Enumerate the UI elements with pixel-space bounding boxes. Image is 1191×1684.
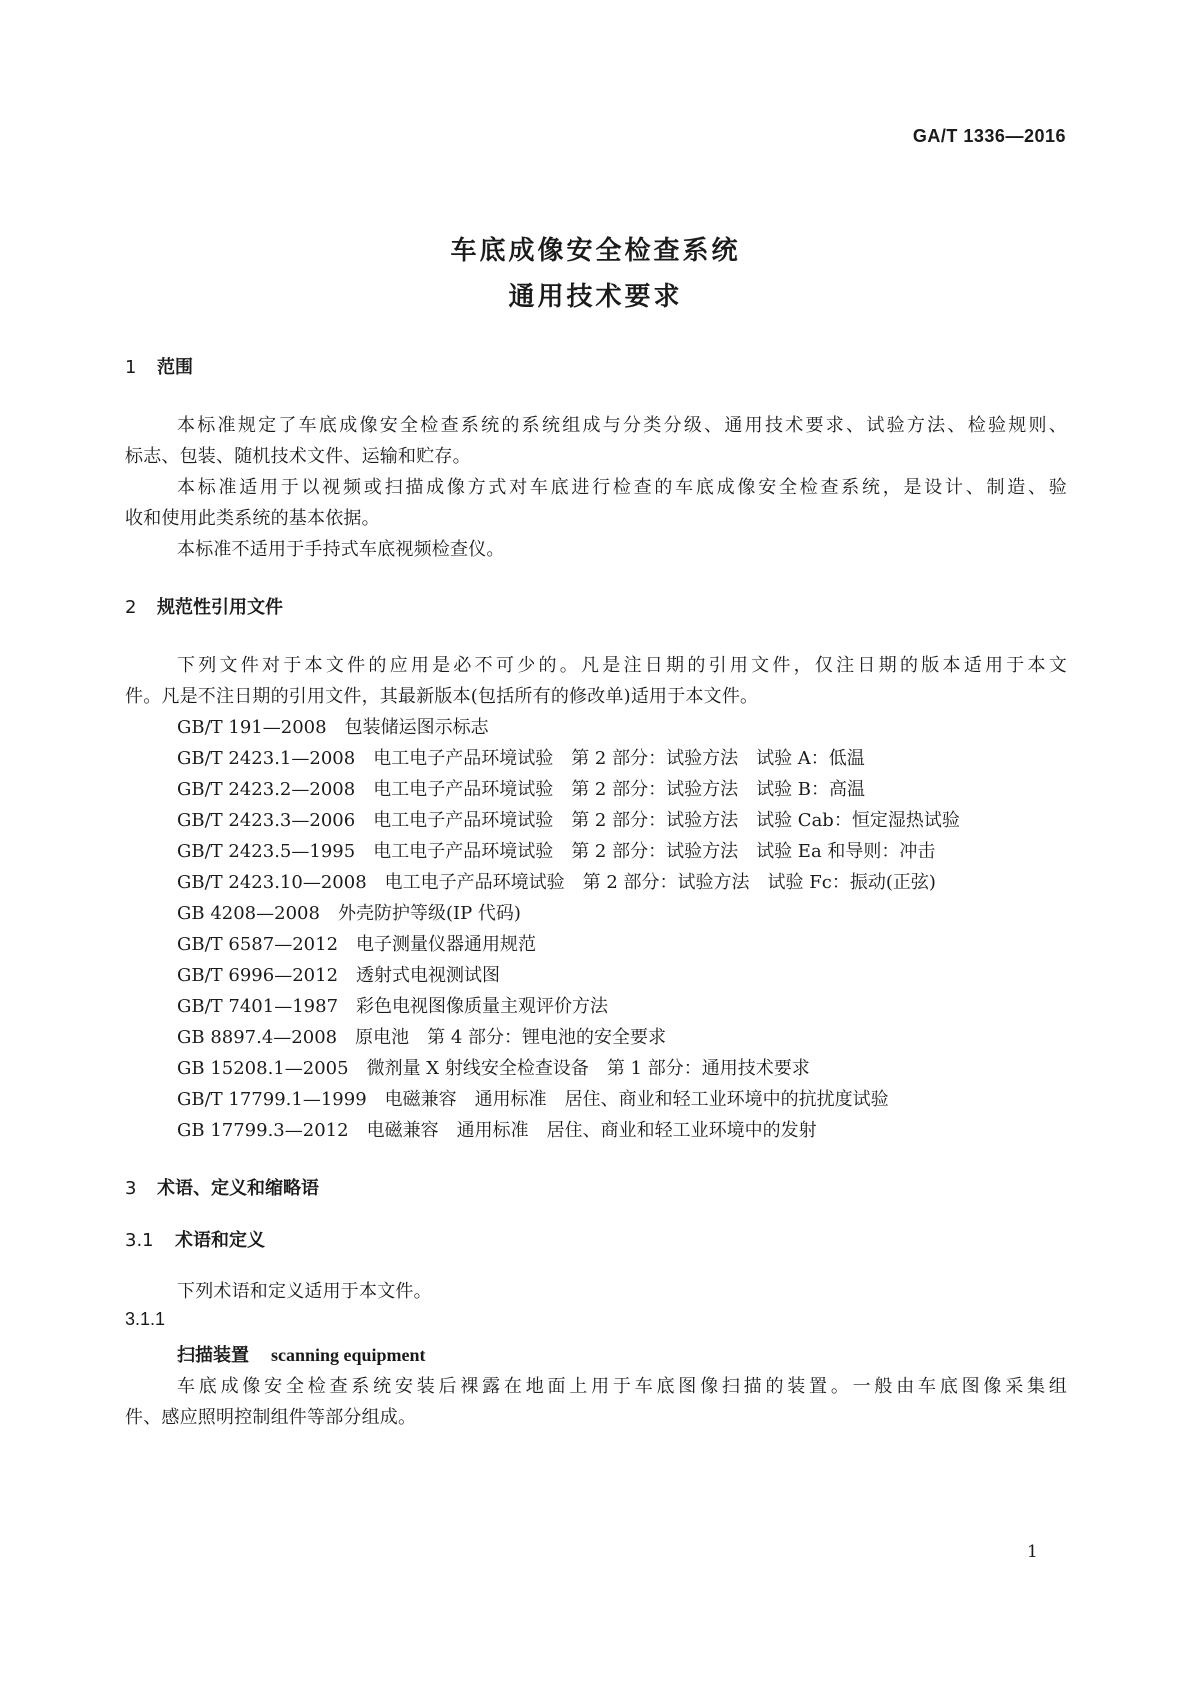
standard-code: GA/T 1336—2016 — [912, 126, 1066, 146]
reference-item: GB 17799.3—2012 电磁兼容 通用标准 居住、商业和轻工业环境中的发射 — [177, 1120, 817, 1141]
section-3-1-heading — [125, 1226, 265, 1252]
term-definition-line-2: 件、感应照明控制组件等部分组成。 — [125, 1407, 417, 1428]
section-title: 规范性引用文件 — [157, 597, 283, 618]
section-title: 术语、定义和缩略语 — [157, 1178, 319, 1199]
scope-paragraph-3: 本标准不适用于手持式车底视频检查仪。 — [177, 539, 505, 560]
section-number: 2 — [125, 597, 137, 618]
subsection-number: 3.1 — [125, 1230, 154, 1251]
subsection-title: 术语和定义 — [175, 1230, 265, 1251]
section-title: 范围 — [157, 357, 193, 378]
section-number: 3 — [125, 1178, 137, 1199]
reference-item: GB/T 17799.1—1999 电磁兼容 通用标准 居住、商业和轻工业环境中的抗扰度试验 — [177, 1089, 889, 1110]
reference-item: GB/T 2423.10—2008 电工电子产品环境试验 第 2 部分：试验方法 试验 Fc：振动(正弦) — [177, 872, 936, 893]
term-chinese: 扫描装置 — [177, 1345, 249, 1366]
document-title-line2: 通用技术要求 — [508, 282, 683, 312]
references-intro-line-2: 件。凡是不注日期的引用文件，其最新版本(包括所有的修改单)适用于本文件。 — [125, 686, 759, 707]
section-3-heading — [125, 1174, 319, 1200]
reference-item: GB 15208.1—2005 微剂量 X 射线安全检查设备 第 1 部分：通用技术要求 — [177, 1058, 810, 1079]
reference-item: GB/T 6996—2012 透射式电视测试图 — [177, 965, 501, 986]
reference-item: GB/T 2423.5—1995 电工电子产品环境试验 第 2 部分：试验方法 试验 Ea 和导则：冲击 — [177, 841, 936, 862]
reference-item: GB/T 191—2008 包装储运图示标志 — [177, 717, 489, 738]
scope-paragraph-1-line-1: 本标准规定了车底成像安全检查系统的系统组成与分类分级、通用技术要求、试验方法、检验规则、 — [177, 415, 1067, 436]
section-2-heading — [125, 593, 283, 619]
section-1-heading — [125, 353, 193, 379]
term-number: 3.1.1 — [125, 1309, 166, 1329]
scope-paragraph-2-line-2: 收和使用此类系统的基本依据。 — [125, 508, 380, 529]
document-title-line1: 车底成像安全检查系统 — [450, 236, 741, 266]
scope-paragraph-1-line-2: 标志、包装、随机技术文件、运输和贮存。 — [125, 446, 471, 467]
reference-item: GB 4208—2008 外壳防护等级(IP 代码) — [177, 903, 521, 924]
reference-item: GB/T 2423.3—2006 电工电子产品环境试验 第 2 部分：试验方法 试验 Cab：恒定湿热试验 — [177, 810, 960, 831]
reference-item: GB/T 7401—1987 彩色电视图像质量主观评价方法 — [177, 996, 609, 1017]
term-definition-line-1: 车底成像安全检查系统安装后裸露在地面上用于车底图像扫描的装置。一般由车底图像采集组 — [177, 1376, 1067, 1397]
references-intro-line-1: 下列文件对于本文件的应用是必不可少的。凡是注日期的引用文件，仅注日期的版本适用于本文 — [177, 655, 1067, 676]
page-number: 1 — [1027, 1542, 1038, 1562]
term-english: scanning equipment — [271, 1345, 426, 1365]
reference-item: GB/T 6587—2012 电子测量仪器通用规范 — [177, 934, 537, 955]
terms-intro: 下列术语和定义适用于本文件。 — [177, 1281, 432, 1302]
term-heading — [177, 1341, 426, 1367]
scope-paragraph-2-line-1: 本标准适用于以视频或扫描成像方式对车底进行检查的车底成像安全检查系统，是设计、制造、验 — [177, 477, 1067, 498]
section-number: 1 — [125, 357, 137, 378]
reference-item: GB 8897.4—2008 原电池 第 4 部分：锂电池的安全要求 — [177, 1027, 667, 1048]
reference-item: GB/T 2423.1—2008 电工电子产品环境试验 第 2 部分：试验方法 试验 A：低温 — [177, 748, 865, 769]
reference-item: GB/T 2423.2—2008 电工电子产品环境试验 第 2 部分：试验方法 试验 B：高温 — [177, 779, 866, 800]
